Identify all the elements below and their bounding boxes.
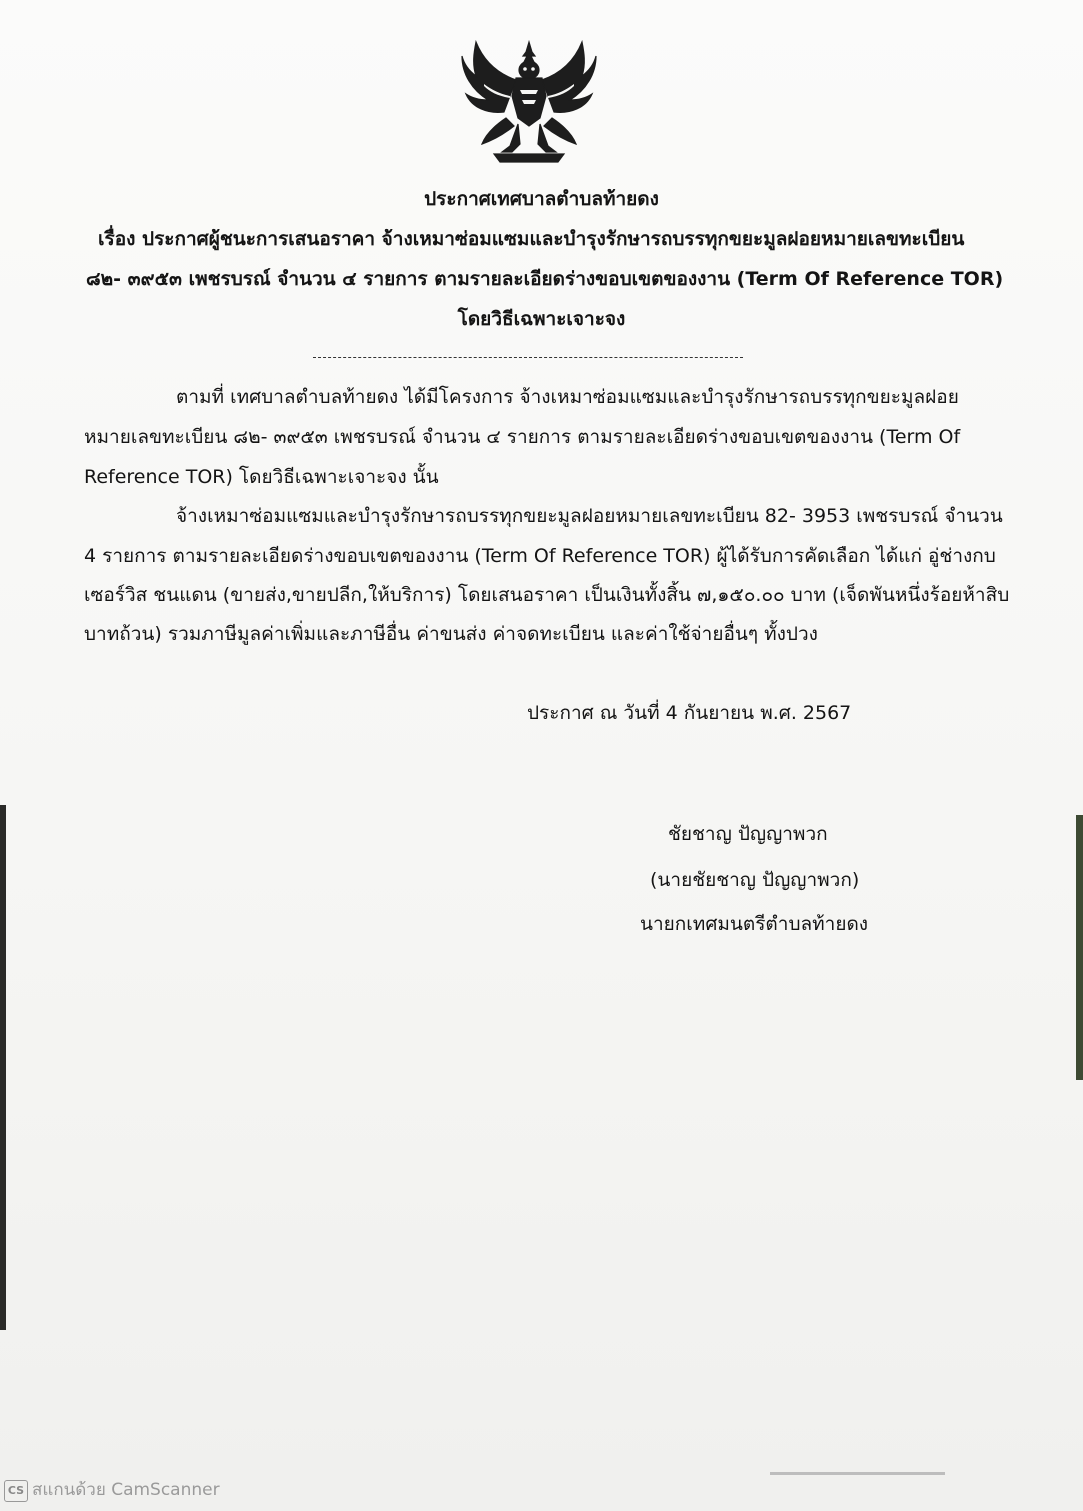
divider: [313, 357, 743, 358]
announcement-date: ประกาศ ณ วันที่ 4 กันยายน พ.ศ. 2567: [527, 702, 852, 724]
scan-edge-shadow-left: [0, 805, 6, 1330]
scan-bottom-shadow: [770, 1472, 945, 1475]
subject-line-1: เรื่อง ประกาศผู้ชนะการเสนอราคา จ้างเหมาซ่อมแซมและบำรุงรักษารถบรรทุกขยะมูลฝอยหมายเลขทะเบียน: [98, 228, 965, 250]
document-title: ประกาศเทศบาลตำบลท้ายดง: [424, 188, 659, 210]
paragraph-1-line-3: Reference TOR) โดยวิธีเฉพาะเจาะจง นั้น: [84, 466, 439, 488]
subject-line-2: ๘๒- ๓๙๕๓ เพชรบรณ์ จำนวน ๔ รายการ ตามรายละเอียดร่างขอบเขตของงาน (Term Of Reference TOR): [86, 268, 1004, 290]
subject-line-3: โดยวิธีเฉพาะเจาะจง: [457, 308, 626, 330]
paragraph-1-line-2: หมายเลขทะเบียน ๘๒- ๓๙๕๓ เพชรบรณ์ จำนวน ๔ รายการ ตามรายละเอียดร่างขอบเขตของงาน (Term Of: [84, 426, 961, 448]
camscanner-logo-icon: CS: [4, 1480, 28, 1502]
signature-name: ชัยชาญ ปัญญาพวก: [668, 823, 828, 845]
paragraph-2-line-2: 4 รายการ ตามรายละเอียดร่างขอบเขตของงาน (Term Of Reference TOR) ผู้ได้รับการคัดเลือก ได้แก่ อู่ช่างกบ: [84, 545, 996, 567]
scan-edge-shadow-right: [1076, 815, 1083, 1080]
paragraph-1-line-1: ตามที่ เทศบาลตำบลท้ายดง ได้มีโครงการ จ้างเหมาซ่อมแซมและบำรุงรักษารถบรรทุกขยะมูลฝอย: [176, 386, 959, 408]
paragraph-2-line-1: จ้างเหมาซ่อมแซมและบำรุงรักษารถบรรทุกขยะมูลฝอยหมายเลขทะเบียน 82- 3953 เพชรบรณ์ จำนวน: [176, 505, 1003, 527]
camscanner-watermark: สแกนด้วย CamScanner: [32, 1480, 220, 1500]
paragraph-2-line-3: เซอร์วิส ชนแดน (ขายส่ง,ขายปลีก,ให้บริการ) โดยเสนอราคา เป็นเงินทั้งสิ้น ๗,๑๕๐.๐๐ บาท (เจ็ดพันหนึ่งร้อยห้าสิบ: [84, 584, 1010, 606]
printed-name: (นายชัยชาญ ปัญญาพวก): [650, 869, 860, 891]
garuda-emblem: [454, 34, 604, 170]
paragraph-2-line-4: บาทถ้วน) รวมภาษีมูลค่าเพิ่มและภาษีอื่น ค่าขนส่ง ค่าจดทะเบียน และค่าใช้จ่ายอื่นๆ ทั้งปวง: [84, 623, 818, 645]
signatory-position: นายกเทศมนตรีตำบลท้ายดง: [640, 913, 869, 935]
